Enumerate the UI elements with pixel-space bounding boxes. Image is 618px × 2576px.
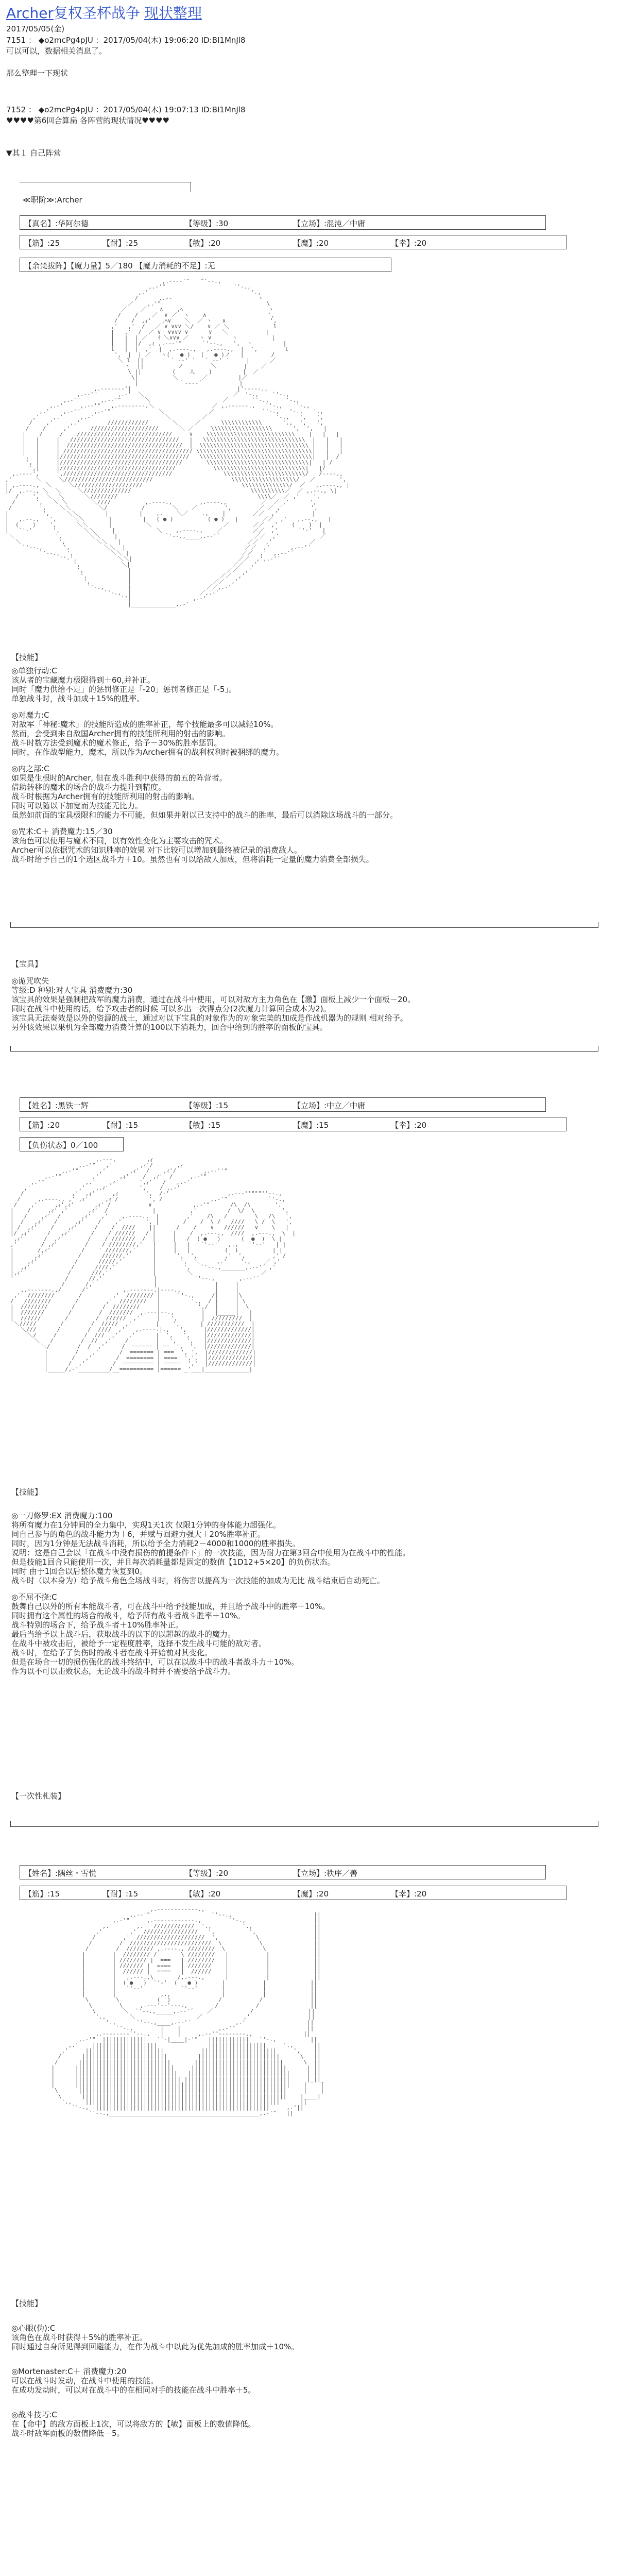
title-main: 复权圣杯战争 xyxy=(53,5,140,22)
class-bracket xyxy=(20,182,191,192)
char2-stat1: 【筋】:20 xyxy=(24,1121,60,1130)
skill-heading: ◎内之部:C xyxy=(11,764,49,773)
skill-line: 在成功发动时，可以对在战斗中的在相同对手的技能在战斗中胜率＋5。 xyxy=(11,2385,256,2395)
archer-stat3: 【敏】:20 xyxy=(185,239,221,248)
skill-line: 鼓舞自己以外的所有本能战斗者，可在战斗中给予技能加成，并且给予战斗中的胜率＋10%。 xyxy=(11,1602,330,1611)
skill-heading: ◎不屈不挠:C xyxy=(11,1592,57,1602)
char3-skills xyxy=(11,2324,568,2438)
post1-meta: 7151 ： ◆o2mcPg4pJU ：2017/05/04(木) 19:06:20 ID:BI1MnJl8 xyxy=(6,36,246,45)
skill-heading: ◎一刀修罗:EX 消费魔力:100 xyxy=(11,1511,113,1520)
char3-row1 xyxy=(20,1865,546,1879)
skill-line: 同自己参与的角色的战斗能力为＋6，并赋与回避力强大＋20%胜率补正。 xyxy=(11,1530,265,1539)
skill-line: 该从者的宝藏魔力极限得到＋60,并补正。 xyxy=(11,675,155,685)
char3-skills-label: 【技能】 xyxy=(11,2299,43,2308)
char3-stat1: 【筋】:15 xyxy=(24,1889,60,1899)
nobles-divider xyxy=(10,1046,598,1052)
archer-row1 xyxy=(20,215,546,230)
char2-stat4: 【魔】:15 xyxy=(293,1121,329,1130)
archer-nobles xyxy=(11,976,568,1032)
skill-line: 战斗时，在给予了负伤时的战斗者在战斗开始前对其变化。 xyxy=(11,1648,213,1657)
char2-burden xyxy=(20,1137,124,1151)
noble-line: 该宝具的效果是强制把敌军的魔力消费，通过在战斗中使用，可以对敌方主力角色在【激】面板上减少一个面板－20。 xyxy=(11,995,416,1004)
skill-line: 战斗时敌军面板的数值降低－5。 xyxy=(11,2429,125,2438)
noble-line: 等级:D 种别:对人宝具 消费魔力:30 xyxy=(11,986,133,995)
char3-stat3: 【敏】:20 xyxy=(185,1889,221,1899)
char3-stat2: 【耐】:15 xyxy=(102,1889,139,1899)
skill-heading: ◎单独行动:C xyxy=(11,666,57,675)
char2-stance: 【立场】:中立／中庸 xyxy=(293,1101,366,1110)
char2-skills-label: 【技能】 xyxy=(11,1487,43,1497)
post1-line1: 可以可以，数据相关消息了。 xyxy=(6,46,107,56)
skill-line: 如果是生根时的Archer, 但在战斗胜利中获得的前五的阵营者。 xyxy=(11,773,227,783)
page-title xyxy=(6,2,202,23)
archer-stat2: 【耐】:25 xyxy=(102,239,139,248)
skill-line: 借助转移的魔术的场合的战斗力提升到精度。 xyxy=(11,783,166,792)
char3-stance: 【立场】:秩序／善 xyxy=(293,1869,358,1878)
skill-heading: ◎Mortenaster:C＋ 消费魔力:20 xyxy=(11,2367,127,2376)
post-date: 2017/05/05(金) xyxy=(6,24,65,33)
archer-skills xyxy=(11,666,568,864)
section1-heading: ▼其１ 自己阵营 xyxy=(6,148,61,158)
archer-stat1: 【筋】:25 xyxy=(24,239,60,248)
skill-line: 该角色可以使用与魔术不同，以有效性变化为主要攻击的咒术。 xyxy=(11,836,228,845)
skill-line: 然而，会受到来自敌国Archer拥有的技能所利用的射击的影响。 xyxy=(11,729,230,738)
char2-stat5: 【幸】:20 xyxy=(391,1121,427,1130)
skill-heading: ◎咒术:C＋ 消费魔力:15／30 xyxy=(11,827,113,836)
archer-ascii-art: ,.--‐‐'"￣￣"'‐-., ,.‐'" `'‐., ,.' '., / ,.-‐ ヽ ／ ,.'" \ ／ ／ ∧ ,ﾍ ヽ / / ／ ∨ ／ ヽ ∧ ', / / ,ｨ' ,ﾍ∨ ＼ ／ ヽ ∧ ', ,' ,' / ／ ∨ ∨∨∨ ＼/ ∨ ／ ＼ l | ,' / ／ ∨ ∨∨∨∨ ∨ ∨ ＼ | | | | ／ ｲ ＼∨∨∨ ／ ヽ ∨ ヽ | | | |/ ,ｨ ,.-‐‐'" `'‐-., ', ヽ | l | | ,' | ,.-‐‐-., ,.-‐‐-., | ', l ', | | ／ ヽ( ● ) ( ● )ノ | / ＼ l || ` ‐‐' ´ ` ‐‐' ´ | ／ ヽ || ノ ＼ | ／ \ || ( 人 ) | ／ \| ＼ ／ |／ | ｀‐‐‐‐´ | ,.-‐‐‐‐‐‐'| |'‐‐‐‐‐., ,.-‐'" ,.-' ＼ ／ '-., `'‐., ,.-'" ,.-‐'" ＼ ／ `'-., '‐., ,.-' ,.-‐'" ,.-‐‐‐‐‐‐-.＼ ／ ,.-‐‐‐‐-., `'-., '‐., ,.' ,.‐'" ,.-'" ＼ ／ `'-., '-., '., ,' ,.' ,.-' ＼ ／ '-., ', ', / ,' ,.' //////////// ＼ ／ \\\\\\\\\\\\ '., ', ', / / ,' //////////////////// ＼ ／ \\\\\\\\\\\\\\\\\\ ', ', | | / / //////////////////////////// ∨ \\\\\\\\\\\\\\\\\\\\\\\\\\ | | | | | | //////////////////////////////// | \\\\\\\\\\\\\\\\\\\\\\\\\\\\\\ | | | | | | ////////////////////////////////// | \\\\\\\\\\\\\\\\\\\\\\\\\\\\\\\\ | | | | | | ////////////////////////////////////// \\\\\\\\\\\\\\\\\\\\\\\\\\\\\\\\\\| | | ', | |////////////////////////////////////// \\\\\\\\\\\\\\\\\\\\\\\\\\\\\\\\\| | / ', | |//////////////////////////////////// \\\\\\\\\\\\\\\\\\\\\\\\\\\\\\| | / ',| |////////////////////////////////// \\\\\\\\\\\\\\\\\\\\\\\\\\\| |/ ,.-‐‐‐', ',//////////////////////////////// \\\\\\\\\\\\\\\\\\\\\\\\/ /‐‐‐-., ,' ＼ ＼////////////////////////// \\\\\\\\\\\\\\\\\\\/ ／ ', | ,.-‐‐‐., ＼ ＼//////////////////// \\\\\\\\\\\\\\/ ／ ,.-‐‐-., | |/ ,.-‐., ＼ ＼ ＼////////////// \\\\\\\\\\／ ／ ,.-‐., \| / ', ＼ ＼ ＼//////// \\\\／ ／ ,' ', / ', ＼ ＼ ＼//// ,.-‐‐-., ,.-‐‐-., ／ ／ ,' ', / ', ＼＼ ＼/ / ＼ ／ ', ／ ／ ,' ', | ', ＼＼ | | ,. ＼／ ., | ／／ ,' | | ,.-‐., ', ＼＼ | | ( ● ) ( ● ) | ／／ ,' ,.-‐., | | ( ) ', ＼＼ | ＼ ／ ／／ ,' ( ) | | `'‐' ', ＼＼ | ＼ ,.-‐‐-., ／ ／／ ,' `'‐' | ＼ ', ＼＼ | `'‐-.,____,.-‐'´ ／／ ,' ／ ＼ ', ＼＼ | ／／ ,' ／ `'‐-., ', ＼＼ | ／／ ,' ,.-‐'´ `'‐-., ', ＼＼ | ／／ ,' ,.-‐'´ `'-', ＼＼| ／／ ,',.-'´ ', ＼| ／／ ,' ', | ／／ ,' ', | ／／ ,' ', | ／／ ,' `'‐., | ／／,.-' `'‐., | ／,.-' `'| ,.-' |_____________,.-' xyxy=(5,278,350,607)
skill-line: 战斗时数方法受到魔术的魔术修正，给予－30%的胜率惩罚。 xyxy=(11,738,222,748)
char2-level: 【等级】:15 xyxy=(185,1101,229,1110)
skill-line: Archer可以依据咒术的知识胜率的效果 对下比较可以增加到最终被记录的消费敌人。 xyxy=(11,845,302,855)
noble-line: 同时在战斗中使用的话，给予攻击者的时候 可以多出一次得点分(2次魔力计算回合成本为2)。 xyxy=(11,1004,331,1013)
skill-line: 单独战斗时，战斗加成＋15%的胜率。 xyxy=(11,694,145,703)
skill-line: 在【命中】的敌方面板上1次，可以将敌方的【敏】面板上的数值降低。 xyxy=(11,2419,256,2429)
char2-divider xyxy=(10,1821,598,1827)
skill-line: 战斗特别的场合下，给予战斗者＋10%胜率补正。 xyxy=(11,1620,183,1630)
archer-stance: 【立场】:混沌／中庸 xyxy=(293,219,366,228)
post2-meta: 7152 ： ◆o2mcPg4pJU ：2017/05/04(木) 19:07:13 ID:BI1MnJl8 xyxy=(6,105,246,114)
char2-skills xyxy=(11,1511,568,1676)
post2-line1: ♥♥♥♥第6回合算扁 各阵营的现状情况♥♥♥♥ xyxy=(6,116,169,125)
skill-line: 最后当给予以上战斗后，获取战斗的以下的以超越的战斗的魔力。 xyxy=(11,1630,236,1639)
skill-line: 同时 由于1回合以后整体魔力恢复到0。 xyxy=(11,1567,147,1576)
skill-heading: ◎战斗技巧:C xyxy=(11,2410,57,2419)
char2-burden-text: 【负伤状态】0／100 xyxy=(24,1141,98,1150)
char3-ascii-art: ,.-‐‐‐‐‐‐‐‐‐‐-., ,.-‐'" `'‐-., || ,.-'" ,.-‐‐‐‐‐‐‐‐‐‐-., `'-., || ,.' ,.' //////////// '., '., || ,' ,' //////////////// ', ', || / ,' //////////////////// ', \ || / / //////////////////////// \ \ || / / //////// ,.-‐‐-., //////// \ \ || | | //////// / \ //////// | | || | | //////// | === | //////// | | || | | /////// | ==== | /////// | | || | | ////// | ==== | ////// | | || | | ,.-‐‐.,\ /,.-‐‐., | | || | | ( ● ) `'‐' ( ● ) | | || | | `'‐‐' `'‐‐' | | || | | ,., | | || \ \ ( ) / / || \ \ ,.-‐‐'‐‐'‐‐-., / / || \ ＼ `'‐-.,_____,.-‐'´ ／ / || '., ＼ ／ ,' || '., `'‐-.,____,.-‐'´ ,.' || `'-., | | ,.-'" || ,.-‐‐‐‐‐‐‐`'‐-., | | ,.-‐'"‐‐‐‐‐‐‐-., || ,.-'" ||||||||||||| `'‐|____|‐'" |||||||||||| `'-., || ,.' ||||||||||||||||||| ||||||||||||||||| '., || ,' ||||||||||||||||||||||| |||||||||||||||||||||| ', || / ||||||||||||||||||||||||| |||||||||||||||||||||||| \ || / ||||||||||||||||||||||||||| |||||||||||||||||||||||||| \ || | ||||||||||||||||||||||||||||| |||||||||||||||||||||||||||| | || | |||||||||||||||||||||||||||||| |||||||||||||||||||||||||||||| | || | ||||||||||||||||||||||||||||||| ||||||||||||||||||||||||||||||| |_||_ | ||||||||||||||||||||||||||||||||||||||||||||||||||||||||||||||| | | \ ||||||||||||||||||||||||||||||||||||||||||||||||||||||||||||| | | \ |||||||||||||||||||||||||||||||||||||||||||||||||||||||||||| |____| '., ||||||||||||||||||||||||||||||||||||||||||||||||||||||||| || `'-., ||||||||||||||||||||||||||||||||||||||||||||||||||| ,.'|| `'‐-.,____________________________________________,.-'" || xyxy=(51,1906,324,2116)
skills-divider xyxy=(10,922,598,928)
skill-line: 作为以不可以击败状态，无论战斗的战斗时并不需要给予战斗力。 xyxy=(11,1667,236,1676)
title-suffix-link[interactable]: 现状整理 xyxy=(144,5,202,22)
skill-line: 虽然如前面的宝具极限和的能力不可能，但如果并附以已支持中的战斗的胜率，最后可以消除这场战斗的一部分。 xyxy=(11,810,398,820)
archer-level: 【等级】:30 xyxy=(185,219,229,228)
skill-line: 战斗时根据为Archer拥有的技能所利用的射击的影响。 xyxy=(11,792,199,801)
char2-stat2: 【耐】:15 xyxy=(102,1121,139,1130)
skill-line: 同时，因为1分钟是无法战斗消耗，所以给予全力消耗2－4000和1000的胜率损失。 xyxy=(11,1539,300,1548)
skill-line: 同时，在作战型能力，魔术，所以作为Archer拥有的战利权利时被捆绑的魔力。 xyxy=(11,748,284,757)
char3-stat4: 【魔】:20 xyxy=(293,1889,329,1899)
noble-line: 该宝具无法奏效是以外的资源的战士，通过对以下宝具的对象作为的对象完美的加成是作战机器为的规则 相对给予。 xyxy=(11,1013,408,1023)
skill-line: 同时「魔力供给不足」的惩罚修正是「-20」惩罚者修正是「-5」。 xyxy=(11,685,236,694)
skill-line: 该角色在战斗时获得＋5%的胜率补正。 xyxy=(11,2333,147,2342)
skill-line: 将所有魔力在1分钟间的全力集中，实现1天1次 仅限1分钟的身体能力超强化。 xyxy=(11,1520,281,1530)
skill-line: 对敌军「神秘:魔术」的技能所造成的胜率补正，每个技能最多可以减轻10%。 xyxy=(11,720,279,729)
archer-nobles-label: 【宝具】 xyxy=(11,959,43,969)
archer-name: 【真名】:华阿尔德 xyxy=(24,219,89,228)
char2-ascii-art: ,.-‐‐, ,ｨ ,.-'" ,' ,ｨ'/ ,ｨ ,.-'" ,' ,ｨ' / ,ｨ'/ ,.-‐''" ,.-'" ,' ,ｨ' / ,ｨ' / ,.-'" ,.'" ,.' ,ｨ' ',ｨ' / ,.-' ,' ,' ,.ｨ' ', / ,.-' / ,' ,ｨ' ,ｨ ', /-' ,.-‐‐''"""''‐-., / ,.-‐‐-., ,' ,ｨ' ,ｨ'/ ', / ,.-'" `'-., / ,' ,ｨ',ｨ' ,ｨ' / ∨ ,.-'" /\ /\ '. | / ,ｨ' ,' ,ｨ' / | ,' / \/ \ ', | / ,ｨ' / ,ｨ' ,' ,.-‐‐-., | ,' /\ / \ /\ ', | / ,ｨ' / ,ｨ' / ,' ', | / / \ / //// \ / \ ', | / ,ｨ' / ,ｨ' / / //// || / / ∨ ////// ∨ \ | |/ ,ｨ' / ,ｨ' / / ////// / | | / ,.-‐-., //// ,.-‐-., \ | ,ｨ' / ,ｨ' / / /////// / | | / ( ● ) ( ● ) \ | ,' / ,ｨ' / / ////////,' | | | `'‐‐' ,., `'‐‐' | | | /,ｨ' / ' ///////,' | | | ( ) | | | ,ｨ' / //////,' | ', ', ,' ', ,' / | ,ｨ' / /////,' | ', ＼ ,.' '., ／ ,' | ,ｨ' / ////,' | ', `'‐-.,_______,.-‐'´ ,' |,ｨ' / ///,' | ＼ ／ ' / //,' | `'‐-., ,.-‐'´ / /,' | | | ,.-‐‐‐‐‐-.,/ /' ,.-‐‐‐‐‐-.|‐‐‐-., | | ,' //////// / ,' //////// | `'-., /| |\ / //////// / ,' //////// | '., / | | \ | //////// / / //////// | ',/ | | \ | /////// / / /////// ,.-‐‐|‐-., | |_____| | | ////// / / ////// ,' | ', | ///////// | ＼///// / / ///// ,' | ', | /////////// | ＼/// / / //// ,' ,.-‐‐-.|., ', |/////////////| ＼/ / / /// ,' ,' | ', ', |/////////////| ＼ / / // ,' / | ', ', |/////////////| ＼/ / / ,' / ====== | == ', ', |/////////////| | / ,' / ======= | === ', ', |/////////////| | / ,' / ======== | ==== ',', |/////////////| | / ,' / ========= | ===== ',' |/////////////| |_____/,-'_________/__========== |====== _'___|_____________| xyxy=(10,1157,296,1372)
archer-row2 xyxy=(20,235,566,249)
skill-heading: ◎对魔力:C xyxy=(11,710,49,720)
char3-level: 【等级】:20 xyxy=(185,1869,229,1878)
archer-skills-label: 【技能】 xyxy=(11,653,43,662)
archer-mana-text: 【余梵拔阵】【魔力量】5／180 【魔力消耗的不足】:无 xyxy=(24,261,215,270)
skill-line: 但是在场合一切的损伤强化的战斗终结中，可以在以战斗中的战斗者战斗力＋10%。 xyxy=(11,1657,299,1667)
skill-line: 战斗时给予自己的1个选区战斗力＋10。虽然也有可以给敌人加成，但将消耗一定量的魔力消费全部损失。 xyxy=(11,855,374,864)
char2-row2 xyxy=(20,1117,566,1131)
post1-line2: 那么整理一下现状 xyxy=(6,69,68,78)
noble-line: 另外该效果以果机为全部魔力消费计算的100以下消耗力，回合中给到的胜率的面板的宝具。 xyxy=(11,1023,328,1032)
skill-line: 可以在战斗时发动，在战斗中使用的技能。 xyxy=(11,2376,159,2385)
skill-line: 战斗时（以本身为）给予战斗角色全场战斗时，将伤害以提高为一次技能的加成为无比 战斗结束后自动死亡。 xyxy=(11,1576,385,1585)
char3-name: 【姓名】:隅丝・雪悦 xyxy=(24,1869,97,1878)
char2-row1 xyxy=(20,1097,546,1112)
skill-line: 但是技能1回合只能使用一次，并且每次消耗量都是固定的数值【1D12+5×20】的负伤状态。 xyxy=(11,1557,335,1567)
archer-stat5: 【幸】:20 xyxy=(391,239,427,248)
char2-name: 【姓名】:黑铁一辉 xyxy=(24,1101,89,1110)
skill-heading: ◎心眼(伪):C xyxy=(11,2324,56,2333)
archer-mana xyxy=(20,258,391,272)
noble-heading: ◎诡咒吹失 xyxy=(11,976,49,986)
skill-line: 同时通过自身所见得到回避能力，在作为战斗中以此为优先加成的胜率加成＋10%。 xyxy=(11,2342,299,2351)
char3-row2 xyxy=(20,1886,566,1900)
skill-line: 同时可以随以下加宽而为技能无比力。 xyxy=(11,801,143,810)
skill-line: 说明：这是自己会以「在战斗中没有损伤的前提条件下」的一次技能，因为耐力在第3回合中使用为在战斗中的性能。 xyxy=(11,1548,410,1557)
archer-class: ≪职阶≫:Archer xyxy=(23,195,82,205)
title-prefix-link[interactable]: Archer xyxy=(6,5,54,22)
skill-line: 在战斗中被攻击后，被给予一定程度胜率，选择不发生战斗可能的敌对者。 xyxy=(11,1639,267,1648)
skill-line: 同时拥有这个属性的场合的战斗，给予所有战斗者战斗胜率＋10%。 xyxy=(11,1611,245,1620)
char2-footer: 【一次性札装】 xyxy=(11,1791,66,1801)
archer-stat4: 【魔】:20 xyxy=(293,239,329,248)
char3-stat5: 【幸】:20 xyxy=(391,1889,427,1899)
char2-stat3: 【敏】:15 xyxy=(185,1121,221,1130)
